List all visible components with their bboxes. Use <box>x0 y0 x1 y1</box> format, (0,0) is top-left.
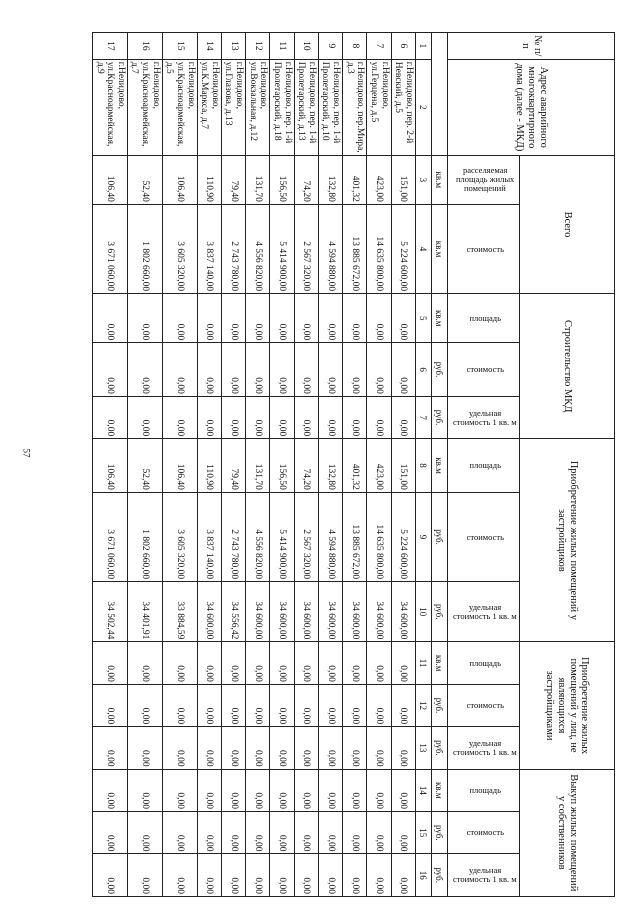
row-value: 1 802 660,00 <box>127 204 162 293</box>
header-address: Адрес аварийного многоквартирного дома (далее - МКД) <box>447 59 614 155</box>
row-value: 34 600,00 <box>294 582 318 642</box>
row-value: 0,00 <box>318 343 342 397</box>
unit-cell: кв.м <box>431 642 447 684</box>
row-value: 4 556 820,00 <box>246 492 270 581</box>
column-number: 4 <box>415 204 431 293</box>
column-number: 15 <box>415 812 431 854</box>
column-number: 14 <box>415 769 431 811</box>
row-value: 156,50 <box>270 439 294 493</box>
row-value: 0,00 <box>246 854 270 897</box>
row-value: 0,00 <box>162 396 197 438</box>
unit-cell: руб. <box>431 396 447 438</box>
row-value: 0,00 <box>391 727 415 769</box>
row-address: г.Нелидово, пер. 1-й Пролетарский, д.18 <box>270 59 294 155</box>
row-number: 7 <box>367 33 391 60</box>
row-value: 0,00 <box>294 769 318 811</box>
row-value: 3 605 320,00 <box>162 204 197 293</box>
table-row <box>294 33 318 897</box>
row-value: 0,00 <box>221 642 245 684</box>
table-row <box>197 33 221 897</box>
subheader-unit-cost: удельная стоимость 1 кв. м <box>447 854 519 897</box>
row-value: 132,80 <box>318 155 342 204</box>
row-value: 0,00 <box>367 812 391 854</box>
row-value: 0,00 <box>162 294 197 343</box>
row-value: 3 671 060,00 <box>92 492 127 581</box>
row-value: 0,00 <box>367 727 391 769</box>
subheader-cost: стоимость <box>447 343 519 397</box>
column-number: 16 <box>415 854 431 897</box>
unit-cell: руб. <box>431 812 447 854</box>
row-value: 106,40 <box>162 155 197 204</box>
row-value: 0,00 <box>221 727 245 769</box>
row-value: 0,00 <box>391 812 415 854</box>
row-value: 0,00 <box>270 854 294 897</box>
row-address: г.Нелидово, ул.Герцена, д.5 <box>367 59 391 155</box>
row-value: 0,00 <box>270 343 294 397</box>
row-value: 34 401,91 <box>127 582 162 642</box>
row-value: 106,40 <box>162 439 197 493</box>
row-address: г.Нелидово, пер.Мира, д.3 <box>343 59 367 155</box>
row-value: 0,00 <box>127 812 162 854</box>
row-value: 0,00 <box>294 642 318 684</box>
row-value: 0,00 <box>162 684 197 726</box>
row-value: 423,00 <box>367 439 391 493</box>
row-value: 423,00 <box>367 155 391 204</box>
row-value: 0,00 <box>343 343 367 397</box>
row-value: 0,00 <box>294 854 318 897</box>
row-value: 0,00 <box>221 396 245 438</box>
row-value: 0,00 <box>294 684 318 726</box>
column-number: 12 <box>415 684 431 726</box>
row-value: 74,20 <box>294 155 318 204</box>
row-address: г.Нелидово, пер. 1-й Пролетарский, д.13 <box>294 59 318 155</box>
unit-cell: кв.м <box>431 439 447 493</box>
row-value: 0,00 <box>367 769 391 811</box>
column-number: 7 <box>415 396 431 438</box>
row-value: 0,00 <box>92 727 127 769</box>
row-number: 10 <box>294 33 318 60</box>
row-value: 0,00 <box>343 294 367 343</box>
table-row <box>367 33 391 897</box>
row-value: 0,00 <box>246 684 270 726</box>
table-row <box>246 33 270 897</box>
row-value: 33 884,59 <box>162 582 197 642</box>
row-value: 3 605 320,00 <box>162 492 197 581</box>
table-row <box>127 33 162 897</box>
row-value: 0,00 <box>367 854 391 897</box>
row-value: 0,00 <box>367 396 391 438</box>
row-value: 0,00 <box>391 684 415 726</box>
row-value: 0,00 <box>162 727 197 769</box>
unit-cell: руб. <box>431 582 447 642</box>
subheader-cost: стоимость <box>447 204 519 293</box>
row-value: 0,00 <box>391 343 415 397</box>
table-row <box>391 33 415 897</box>
row-value: 106,40 <box>92 155 127 204</box>
row-value: 0,00 <box>270 684 294 726</box>
row-value: 0,00 <box>294 396 318 438</box>
row-value: 0,00 <box>343 642 367 684</box>
row-value: 0,00 <box>367 343 391 397</box>
row-value: 34 502,44 <box>92 582 127 642</box>
table-row <box>92 33 127 897</box>
row-value: 0,00 <box>318 294 342 343</box>
column-number: 8 <box>415 439 431 493</box>
subheader-unit-cost: удельная стоимость 1 кв. м <box>447 396 519 438</box>
column-number: 1 <box>415 33 431 60</box>
header-construction: Строительство МКД <box>520 294 615 439</box>
unit-cell: кв.м <box>431 204 447 293</box>
rotated-table-wrapper <box>94 32 615 897</box>
row-value: 0,00 <box>162 343 197 397</box>
row-value: 3 671 060,00 <box>92 204 127 293</box>
row-value: 0,00 <box>270 294 294 343</box>
row-number: 8 <box>343 33 367 60</box>
row-value: 0,00 <box>318 642 342 684</box>
row-value: 0,00 <box>294 294 318 343</box>
row-value: 4 556 820,00 <box>246 204 270 293</box>
row-value: 0,00 <box>92 854 127 897</box>
table-row <box>162 33 197 897</box>
row-value: 110,90 <box>197 439 221 493</box>
row-value: 0,00 <box>92 396 127 438</box>
resettlement-table <box>92 32 615 897</box>
row-value: 0,00 <box>197 294 221 343</box>
row-value: 0,00 <box>343 684 367 726</box>
row-number: 17 <box>92 33 127 60</box>
row-value: 2 567 320,00 <box>294 492 318 581</box>
row-number: 11 <box>270 33 294 60</box>
row-value: 34 600,00 <box>197 582 221 642</box>
row-value: 13 885 672,00 <box>343 492 367 581</box>
row-value: 0,00 <box>391 642 415 684</box>
row-value: 132,80 <box>318 439 342 493</box>
row-value: 14 635 800,00 <box>367 204 391 293</box>
row-number: 12 <box>246 33 270 60</box>
row-value: 0,00 <box>197 727 221 769</box>
row-value: 0,00 <box>246 396 270 438</box>
unit-cell: руб. <box>431 727 447 769</box>
subheader-cost: стоимость <box>447 812 519 854</box>
row-value: 0,00 <box>367 642 391 684</box>
subheader-area: площадь <box>447 642 519 684</box>
row-value: 5 224 600,00 <box>391 492 415 581</box>
row-value: 79,40 <box>221 155 245 204</box>
row-value: 0,00 <box>343 854 367 897</box>
unit-cell: руб. <box>431 854 447 897</box>
row-value: 34 600,00 <box>270 582 294 642</box>
row-value: 0,00 <box>127 727 162 769</box>
row-number: 9 <box>318 33 342 60</box>
subheader-unit-cost: удельная стоимость 1 кв. м <box>447 582 519 642</box>
row-value: 34 600,00 <box>367 582 391 642</box>
unit-cell: кв.м <box>431 155 447 204</box>
row-value: 34 600,00 <box>391 582 415 642</box>
row-value: 0,00 <box>270 642 294 684</box>
row-value: 0,00 <box>270 769 294 811</box>
row-value: 0,00 <box>162 812 197 854</box>
unit-cell: руб. <box>431 343 447 397</box>
row-value: 74,20 <box>294 439 318 493</box>
subheader-unit-cost: удельная стоимость 1 кв. м <box>447 727 519 769</box>
row-value: 156,50 <box>270 155 294 204</box>
table-row <box>318 33 342 897</box>
row-address: г.Нелидово, пер. 2-й Невский, д.5 <box>391 59 415 155</box>
row-value: 0,00 <box>391 294 415 343</box>
row-address: г.Нелидово, ул.Глазова, д.13 <box>221 59 245 155</box>
row-value: 0,00 <box>318 769 342 811</box>
subheader-cost: стоимость <box>447 492 519 581</box>
row-value: 5 414 900,00 <box>270 204 294 293</box>
row-address: г.Нелидово, ул.Красноармейская, д.9 <box>92 59 127 155</box>
column-number: 6 <box>415 343 431 397</box>
row-value: 0,00 <box>246 642 270 684</box>
row-value: 52,40 <box>127 439 162 493</box>
table-row <box>270 33 294 897</box>
row-value: 0,00 <box>246 294 270 343</box>
row-value: 0,00 <box>92 684 127 726</box>
row-value: 0,00 <box>92 812 127 854</box>
row-number: 6 <box>391 33 415 60</box>
row-value: 34 600,00 <box>343 582 367 642</box>
row-address: г.Нелидово, пер. 1-й Пролетарский, д.10 <box>318 59 342 155</box>
header-no: № п/п <box>447 33 614 60</box>
row-value: 0,00 <box>162 642 197 684</box>
row-value: 0,00 <box>197 396 221 438</box>
row-value: 3 837 140,00 <box>197 204 221 293</box>
row-value: 14 635 800,00 <box>367 492 391 581</box>
row-value: 0,00 <box>318 812 342 854</box>
subheader-area: площадь <box>447 294 519 343</box>
row-value: 0,00 <box>127 396 162 438</box>
row-value: 34 600,00 <box>318 582 342 642</box>
column-number: 3 <box>415 155 431 204</box>
row-value: 0,00 <box>343 812 367 854</box>
unit-cell: руб. <box>431 492 447 581</box>
row-value: 0,00 <box>221 854 245 897</box>
row-value: 2 743 780,00 <box>221 492 245 581</box>
row-number: 14 <box>197 33 221 60</box>
row-value: 0,00 <box>197 343 221 397</box>
row-value: 4 594 880,00 <box>318 492 342 581</box>
row-value: 0,00 <box>270 396 294 438</box>
row-address: г.Нелидово, ул.Красноармейская, д.7 <box>127 59 162 155</box>
row-value: 151,00 <box>391 439 415 493</box>
table-body <box>92 33 415 897</box>
row-value: 0,00 <box>127 684 162 726</box>
header-buyout: Выкуп жилых помещений у собственников <box>520 769 615 896</box>
row-value: 0,00 <box>318 684 342 726</box>
table-row <box>221 33 245 897</box>
row-value: 0,00 <box>197 769 221 811</box>
row-value: 0,00 <box>127 343 162 397</box>
row-value: 0,00 <box>197 642 221 684</box>
units-row <box>431 33 447 897</box>
row-value: 0,00 <box>343 769 367 811</box>
column-numbers-row <box>415 33 431 897</box>
row-value: 0,00 <box>294 727 318 769</box>
subheader-cost: стоимость <box>447 684 519 726</box>
row-value: 106,40 <box>92 439 127 493</box>
column-number: 10 <box>415 582 431 642</box>
row-value: 0,00 <box>318 854 342 897</box>
row-value: 131,70 <box>246 155 270 204</box>
row-address: г.Нелидово, ул.Вокзальная, д.12 <box>246 59 270 155</box>
row-value: 0,00 <box>92 294 127 343</box>
row-value: 0,00 <box>391 396 415 438</box>
header-from-nondevelopers: Приобретение жилых помещений у лиц, не являющихся застройщиками <box>520 642 615 769</box>
row-value: 79,40 <box>221 439 245 493</box>
row-value: 110,90 <box>197 155 221 204</box>
row-value: 0,00 <box>391 854 415 897</box>
row-value: 0,00 <box>246 812 270 854</box>
row-value: 0,00 <box>367 294 391 343</box>
row-value: 151,00 <box>391 155 415 204</box>
row-value: 0,00 <box>127 769 162 811</box>
column-number: 5 <box>415 294 431 343</box>
row-value: 2 743 780,00 <box>221 204 245 293</box>
row-value: 0,00 <box>343 727 367 769</box>
column-number: 13 <box>415 727 431 769</box>
row-value: 0,00 <box>162 769 197 811</box>
row-value: 4 594 880,00 <box>318 204 342 293</box>
row-number: 13 <box>221 33 245 60</box>
row-value: 0,00 <box>246 727 270 769</box>
unit-cell: кв.м <box>431 294 447 343</box>
row-value: 2 567 320,00 <box>294 204 318 293</box>
row-number: 15 <box>162 33 197 60</box>
row-value: 0,00 <box>318 727 342 769</box>
row-address: г.Нелидово, ул.К.Маркса, д.7 <box>197 59 221 155</box>
header-from-developers: Приобретение жилых помещений у застройщиков <box>520 439 615 642</box>
row-value: 0,00 <box>197 812 221 854</box>
row-value: 13 885 672,00 <box>343 204 367 293</box>
row-value: 5 224 600,00 <box>391 204 415 293</box>
row-value: 0,00 <box>127 294 162 343</box>
row-value: 0,00 <box>92 769 127 811</box>
row-value: 0,00 <box>221 769 245 811</box>
row-value: 0,00 <box>197 684 221 726</box>
row-value: 0,00 <box>92 642 127 684</box>
row-value: 0,00 <box>343 396 367 438</box>
row-value: 401,32 <box>343 439 367 493</box>
row-value: 0,00 <box>127 854 162 897</box>
row-value: 0,00 <box>221 343 245 397</box>
row-value: 52,40 <box>127 155 162 204</box>
row-value: 131,70 <box>246 439 270 493</box>
subheader-area: площадь <box>447 769 519 811</box>
row-value: 0,00 <box>318 396 342 438</box>
column-number: 9 <box>415 492 431 581</box>
row-value: 3 837 140,00 <box>197 492 221 581</box>
column-number: 2 <box>415 59 431 155</box>
header-total: Всего <box>520 155 615 293</box>
row-value: 0,00 <box>221 812 245 854</box>
row-value: 401,32 <box>343 155 367 204</box>
row-value: 0,00 <box>197 854 221 897</box>
row-value: 0,00 <box>221 684 245 726</box>
page-number: 57 <box>21 448 32 458</box>
subheader-area: площадь <box>447 439 519 493</box>
row-value: 1 802 660,00 <box>127 492 162 581</box>
row-value: 0,00 <box>367 684 391 726</box>
unit-cell-empty <box>431 33 447 156</box>
row-value: 0,00 <box>162 854 197 897</box>
row-value: 34 556,42 <box>221 582 245 642</box>
row-address: г.Нелидово, ул.Красноармейская, д.5 <box>162 59 197 155</box>
row-value: 5 414 900,00 <box>270 492 294 581</box>
unit-cell: кв.м <box>431 769 447 811</box>
row-value: 0,00 <box>246 343 270 397</box>
column-number: 11 <box>415 642 431 684</box>
subheader-resettled-area: расселяемая площадь жилых помещений <box>447 155 519 204</box>
row-value: 0,00 <box>246 769 270 811</box>
row-value: 0,00 <box>92 343 127 397</box>
row-value: 0,00 <box>221 294 245 343</box>
row-value: 0,00 <box>294 343 318 397</box>
row-value: 0,00 <box>127 642 162 684</box>
row-value: 0,00 <box>391 769 415 811</box>
row-value: 34 600,00 <box>246 582 270 642</box>
row-value: 0,00 <box>270 812 294 854</box>
unit-cell: руб. <box>431 684 447 726</box>
table-row <box>343 33 367 897</box>
row-number: 16 <box>127 33 162 60</box>
row-value: 0,00 <box>270 727 294 769</box>
row-value: 0,00 <box>294 812 318 854</box>
